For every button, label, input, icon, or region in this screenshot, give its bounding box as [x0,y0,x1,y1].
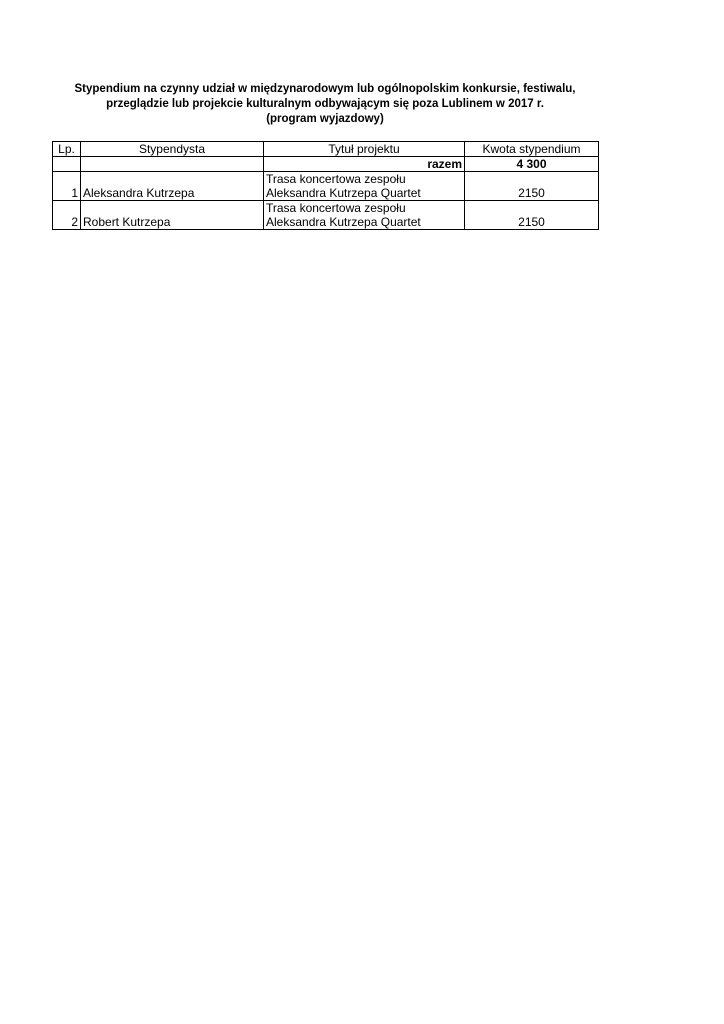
header-kwota: Kwota stypendium [465,142,599,157]
table-row [53,201,599,230]
table-header-row [53,142,599,157]
title-line-3: (program wyjazdowy) [266,113,384,125]
row-lp: 2 [53,201,81,230]
scholarship-table [52,141,599,230]
row-kwota: 2150 [465,172,599,201]
total-empty-lp [53,157,81,172]
title-line-1: Stypendium na czynny udział w międzynarodowym lub ogólnopolskim konkursie, festiwalu, [74,83,576,95]
row-lp: 1 [53,172,81,201]
total-value: 4 300 [465,157,599,172]
table-row [53,172,599,201]
header-lp: Lp. [53,142,81,157]
total-label: razem [264,157,465,172]
title-line-2: przeglądzie lub projekcie kulturalnym odbywającym się poza Lublinem w 2017 r. [106,98,544,110]
row-tytul-line-2: Aleksandra Kutrzepa Quartet [266,215,421,229]
row-kwota: 2150 [465,201,599,230]
row-tytul [264,172,465,201]
row-tytul-line-1: Trasa koncertowa zespołu [266,172,406,186]
table-total-row [53,157,599,172]
row-stypendysta: Aleksandra Kutrzepa [81,172,264,201]
header-tytul: Tytuł projektu [264,142,465,157]
document-title [40,82,610,127]
row-stypendysta: Robert Kutrzepa [81,201,264,230]
header-stypendysta: Stypendysta [81,142,264,157]
row-tytul-line-2: Aleksandra Kutrzepa Quartet [266,186,421,200]
row-tytul [264,201,465,230]
row-tytul-line-1: Trasa koncertowa zespołu [266,201,406,215]
total-empty-name [81,157,264,172]
